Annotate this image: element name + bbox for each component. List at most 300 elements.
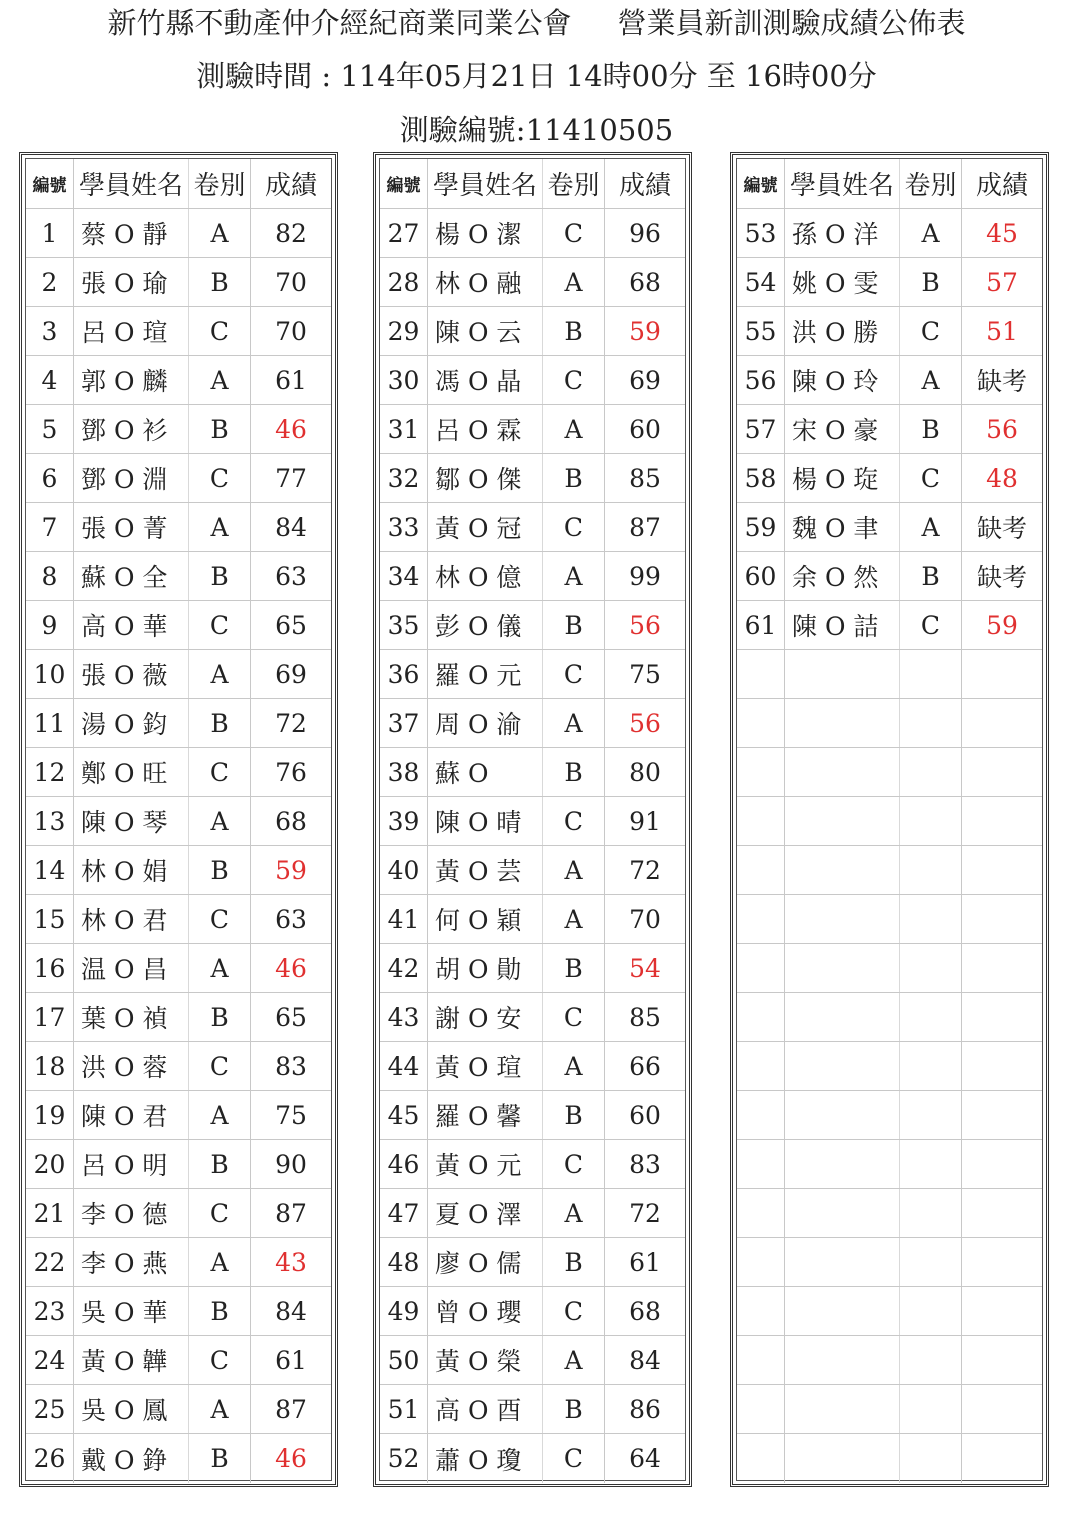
student-name: 呂 O 明 (81, 1151, 168, 1180)
row-number: 22 (26, 1238, 74, 1286)
row-number: 52 (380, 1434, 428, 1483)
score: 72 (275, 708, 307, 738)
score: 63 (275, 904, 307, 934)
student-name: 魏 O 聿 (792, 514, 879, 543)
row-number: 42 (380, 944, 428, 992)
student-name-cell (785, 601, 900, 649)
table-row (26, 405, 331, 454)
student-name: 郭 O 麟 (81, 367, 168, 396)
student-name-cell (74, 1091, 189, 1139)
score (962, 1287, 1042, 1335)
table-row (26, 1091, 331, 1140)
table-row (380, 258, 685, 307)
student-name: 孫 O 洋 (792, 220, 879, 249)
score-table-1 (19, 152, 338, 1487)
score: 70 (275, 267, 307, 297)
table-row (737, 699, 1042, 748)
table-row (380, 895, 685, 944)
score: 87 (275, 1394, 307, 1424)
score: 60 (629, 414, 661, 444)
table-row (380, 454, 685, 503)
volume-code: A (543, 1189, 605, 1237)
score: 96 (629, 218, 661, 248)
volume-code: C (543, 356, 605, 404)
student-name-cell (428, 258, 543, 306)
table-row (380, 944, 685, 993)
student-name: 林 O 億 (435, 563, 522, 592)
student-name-cell (74, 944, 189, 992)
student-name: 馮 O 晶 (435, 367, 522, 396)
table-row (737, 552, 1042, 601)
student-name-cell (74, 748, 189, 796)
volume-code: B (189, 699, 251, 747)
student-name-cell (785, 454, 900, 502)
student-name-cell (74, 1385, 189, 1433)
student-name: 呂 O 瑄 (81, 318, 168, 347)
score (962, 748, 1042, 796)
table-row (380, 601, 685, 650)
student-name: 陳 O 玲 (792, 367, 879, 396)
volume-code: B (543, 1091, 605, 1139)
row-number: 26 (26, 1434, 74, 1483)
score: 59 (629, 316, 661, 346)
row-number: 36 (380, 650, 428, 698)
student-name-cell (785, 1385, 900, 1433)
row-number: 40 (380, 846, 428, 894)
table-row (380, 1336, 685, 1385)
student-name: 鄧 O 衫 (81, 416, 168, 445)
student-name: 蔡 O 靜 (81, 220, 168, 249)
score: 43 (275, 1247, 307, 1277)
row-number: 39 (380, 797, 428, 845)
row-number: 14 (26, 846, 74, 894)
student-name-cell (74, 405, 189, 453)
table-row (380, 307, 685, 356)
table-row (26, 944, 331, 993)
table-row (737, 209, 1042, 258)
row-number: 49 (380, 1287, 428, 1335)
row-number: 4 (26, 356, 74, 404)
student-name: 余 O 然 (792, 563, 879, 592)
row-number: 12 (26, 748, 74, 796)
score: 66 (629, 1051, 661, 1081)
table-row (737, 1238, 1042, 1287)
student-name-cell (785, 405, 900, 453)
row-number (737, 1287, 785, 1335)
volume-code (900, 1189, 962, 1237)
table-body (379, 158, 686, 1481)
student-name-cell (428, 944, 543, 992)
student-name-cell (428, 797, 543, 845)
row-number: 15 (26, 895, 74, 943)
row-number: 54 (737, 258, 785, 306)
volume-code (900, 797, 962, 845)
volume-code (900, 1385, 962, 1433)
student-name-cell (74, 1434, 189, 1483)
score: 84 (275, 512, 307, 542)
student-name: 鄧 O 淵 (81, 465, 168, 494)
volume-code: C (189, 895, 251, 943)
table-row (26, 993, 331, 1042)
volume-code: C (189, 1189, 251, 1237)
student-name-cell (785, 307, 900, 355)
volume-code (900, 1140, 962, 1188)
student-name: 林 O 娟 (81, 857, 168, 886)
student-name: 高 O 華 (81, 612, 168, 641)
table-header-row (26, 159, 331, 209)
student-name: 洪 O 勝 (792, 318, 879, 347)
table-row (26, 503, 331, 552)
student-name-cell (74, 307, 189, 355)
row-number: 5 (26, 405, 74, 453)
student-name-cell (74, 552, 189, 600)
page-title (0, 3, 1073, 43)
student-name-cell (785, 552, 900, 600)
table-row (737, 1385, 1042, 1434)
volume-code (900, 748, 962, 796)
volume-code: C (543, 209, 605, 257)
volume-code: C (189, 601, 251, 649)
student-name: 黃 O 芸 (435, 857, 522, 886)
student-name-cell (428, 1238, 543, 1286)
volume-code (900, 1042, 962, 1090)
score: 83 (629, 1149, 661, 1179)
row-number: 3 (26, 307, 74, 355)
student-name-cell (74, 454, 189, 502)
student-name-cell (74, 209, 189, 257)
score: 99 (629, 561, 661, 591)
student-name: 胡 O 勛 (435, 955, 522, 984)
table-row (380, 405, 685, 454)
table-row (26, 1336, 331, 1385)
student-name: 黃 O 瑄 (435, 1053, 522, 1082)
student-name: 黃 O 韡 (81, 1347, 168, 1376)
score: 72 (629, 1198, 661, 1228)
volume-code: A (900, 356, 962, 404)
row-number: 19 (26, 1091, 74, 1139)
table-row (737, 1042, 1042, 1091)
student-name-cell (74, 1336, 189, 1384)
score: 68 (275, 806, 307, 836)
volume-code: C (189, 1336, 251, 1384)
row-number: 50 (380, 1336, 428, 1384)
volume-code: A (543, 552, 605, 600)
score: 87 (629, 512, 661, 542)
table-row (26, 1287, 331, 1336)
row-number (737, 1189, 785, 1237)
row-number (737, 748, 785, 796)
table-header-row (380, 159, 685, 209)
student-name: 張 O 菁 (81, 514, 168, 543)
row-number: 33 (380, 503, 428, 551)
row-number (737, 895, 785, 943)
student-name-cell (74, 1189, 189, 1237)
student-name-cell (428, 1140, 543, 1188)
row-number (737, 993, 785, 1041)
student-name: 陳 O 晴 (435, 808, 522, 837)
volume-code: C (543, 993, 605, 1041)
row-number: 57 (737, 405, 785, 453)
score: 61 (629, 1247, 661, 1277)
row-number: 6 (26, 454, 74, 502)
table-row (380, 650, 685, 699)
row-number: 8 (26, 552, 74, 600)
volume-code: A (543, 846, 605, 894)
student-name: 陳 O 云 (435, 318, 522, 347)
student-name-cell (785, 1287, 900, 1335)
volume-code: C (900, 454, 962, 502)
row-number: 2 (26, 258, 74, 306)
student-name-cell (74, 1042, 189, 1090)
score (962, 993, 1042, 1041)
score: 68 (629, 1296, 661, 1326)
row-number: 34 (380, 552, 428, 600)
volume-code: B (543, 307, 605, 355)
student-name: 楊 O 琁 (792, 465, 879, 494)
student-name-cell (428, 1336, 543, 1384)
student-name-cell (428, 699, 543, 747)
score (962, 846, 1042, 894)
row-number: 27 (380, 209, 428, 257)
row-number: 7 (26, 503, 74, 551)
student-name-cell (74, 356, 189, 404)
volume-code: C (543, 797, 605, 845)
table-row (380, 1238, 685, 1287)
volume-code: A (189, 209, 251, 257)
volume-code: A (189, 1091, 251, 1139)
score (962, 944, 1042, 992)
score: 56 (986, 414, 1018, 444)
score: 85 (629, 463, 661, 493)
score: 48 (986, 463, 1018, 493)
student-name: 羅 O 馨 (435, 1102, 522, 1131)
student-name: 呂 O 霖 (435, 416, 522, 445)
student-name-cell (428, 503, 543, 551)
student-name-cell (785, 1140, 900, 1188)
header-volume: 卷別 (900, 159, 962, 208)
student-name: 吳 O 華 (81, 1298, 168, 1327)
student-name-cell (785, 846, 900, 894)
student-name-cell (428, 209, 543, 257)
volume-code (900, 1434, 962, 1483)
student-name-cell (74, 699, 189, 747)
student-name-cell (785, 258, 900, 306)
table-row (737, 405, 1042, 454)
student-name-cell (785, 650, 900, 698)
student-name-cell (74, 895, 189, 943)
score: 54 (629, 953, 661, 983)
volume-code: B (189, 993, 251, 1041)
student-name-cell (74, 503, 189, 551)
student-name: 蘇 O (435, 759, 489, 788)
row-number: 13 (26, 797, 74, 845)
score: 84 (275, 1296, 307, 1326)
student-name: 陳 O 詰 (792, 612, 879, 641)
volume-code: A (543, 1042, 605, 1090)
volume-code: C (189, 748, 251, 796)
score (962, 1434, 1042, 1483)
volume-code: B (189, 258, 251, 306)
score: 82 (275, 218, 307, 248)
table-row (380, 1434, 685, 1483)
score: 59 (275, 855, 307, 885)
header-name: 學員姓名 (785, 159, 900, 208)
row-number: 35 (380, 601, 428, 649)
score: 45 (986, 218, 1018, 248)
score (962, 1385, 1042, 1433)
volume-code (900, 944, 962, 992)
volume-code (900, 1238, 962, 1286)
table-row (380, 1140, 685, 1189)
volume-code: A (543, 1336, 605, 1384)
student-name-cell (428, 895, 543, 943)
volume-code (900, 1091, 962, 1139)
volume-code: B (543, 601, 605, 649)
volume-code (900, 1287, 962, 1335)
row-number (737, 1238, 785, 1286)
student-name-cell (785, 1238, 900, 1286)
student-name: 姚 O 雯 (792, 269, 879, 298)
table-row (380, 1091, 685, 1140)
score (962, 797, 1042, 845)
row-number: 10 (26, 650, 74, 698)
student-name-cell (74, 650, 189, 698)
student-name-cell (785, 993, 900, 1041)
row-number: 37 (380, 699, 428, 747)
row-number (737, 699, 785, 747)
volume-code: B (189, 1434, 251, 1483)
row-number: 45 (380, 1091, 428, 1139)
score: 70 (275, 316, 307, 346)
volume-code: C (543, 1287, 605, 1335)
header-num: 編號 (737, 159, 785, 208)
org-name: 新竹縣不動產仲介經紀商業同業公會 (107, 6, 572, 40)
table-row (737, 1336, 1042, 1385)
row-number: 17 (26, 993, 74, 1041)
exam-time: 測驗時間 : 114年05月21日 14時00分 至 16時00分 (196, 59, 877, 93)
table-row (737, 1434, 1042, 1483)
student-name-cell (785, 748, 900, 796)
student-name: 戴 O 錚 (81, 1445, 168, 1475)
student-name-cell (74, 993, 189, 1041)
volume-code: B (189, 1140, 251, 1188)
table-row (26, 699, 331, 748)
volume-code: B (189, 552, 251, 600)
row-number: 20 (26, 1140, 74, 1188)
row-number (737, 1336, 785, 1384)
table-row (26, 552, 331, 601)
table-row (737, 1189, 1042, 1238)
student-name: 謝 O 安 (435, 1004, 522, 1033)
volume-code: C (189, 307, 251, 355)
student-name-cell (785, 356, 900, 404)
score (962, 1238, 1042, 1286)
volume-code: B (543, 944, 605, 992)
student-name-cell (74, 1238, 189, 1286)
student-name-cell (428, 1287, 543, 1335)
row-number (737, 1042, 785, 1090)
student-name: 陳 O 君 (81, 1102, 168, 1131)
student-name: 林 O 融 (435, 269, 522, 298)
table-row (380, 552, 685, 601)
volume-code: B (900, 552, 962, 600)
score: 77 (275, 463, 307, 493)
score (962, 650, 1042, 698)
volume-code: B (189, 1287, 251, 1335)
table-row (737, 797, 1042, 846)
student-name-cell (785, 895, 900, 943)
table-row (737, 650, 1042, 699)
volume-code: C (900, 307, 962, 355)
table-row (737, 993, 1042, 1042)
score: 60 (629, 1100, 661, 1130)
row-number (737, 944, 785, 992)
row-number (737, 1434, 785, 1483)
table-row (26, 209, 331, 258)
student-name-cell (428, 1385, 543, 1433)
student-name: 林 O 君 (81, 906, 168, 935)
table-row (737, 1091, 1042, 1140)
row-number: 48 (380, 1238, 428, 1286)
student-name: 張 O 薇 (81, 661, 168, 690)
score: 56 (629, 610, 661, 640)
row-number: 58 (737, 454, 785, 502)
table-row (737, 748, 1042, 797)
volume-code: C (543, 503, 605, 551)
row-number: 31 (380, 405, 428, 453)
volume-code (900, 846, 962, 894)
volume-code: B (543, 748, 605, 796)
row-number: 11 (26, 699, 74, 747)
student-name-cell (785, 1336, 900, 1384)
score-table-3 (730, 152, 1049, 1487)
student-name: 宋 O 豪 (792, 416, 879, 445)
student-name: 吳 O 鳳 (81, 1396, 168, 1425)
volume-code: A (189, 1238, 251, 1286)
student-name-cell (785, 1434, 900, 1483)
header-volume: 卷別 (189, 159, 251, 208)
score (962, 1189, 1042, 1237)
score: 46 (275, 1444, 307, 1473)
volume-code: C (543, 1140, 605, 1188)
row-number: 53 (737, 209, 785, 257)
row-number: 46 (380, 1140, 428, 1188)
student-name: 羅 O 元 (435, 661, 522, 690)
volume-code: C (189, 454, 251, 502)
student-name-cell (74, 797, 189, 845)
score (962, 895, 1042, 943)
row-number: 16 (26, 944, 74, 992)
row-number: 32 (380, 454, 428, 502)
student-name-cell (428, 1189, 543, 1237)
volume-code (900, 1336, 962, 1384)
score: 56 (629, 708, 661, 738)
header-name: 學員姓名 (428, 159, 543, 208)
student-name-cell (785, 1042, 900, 1090)
student-name-cell (785, 1189, 900, 1237)
row-number: 56 (737, 356, 785, 404)
score: 91 (629, 806, 661, 836)
score (962, 699, 1042, 747)
table-row (737, 846, 1042, 895)
volume-code: A (543, 258, 605, 306)
student-name: 湯 O 鈞 (81, 710, 168, 739)
score: 76 (275, 757, 307, 787)
row-number: 25 (26, 1385, 74, 1433)
student-name: 温 O 昌 (81, 955, 168, 984)
row-number: 23 (26, 1287, 74, 1335)
table-row (737, 944, 1042, 993)
